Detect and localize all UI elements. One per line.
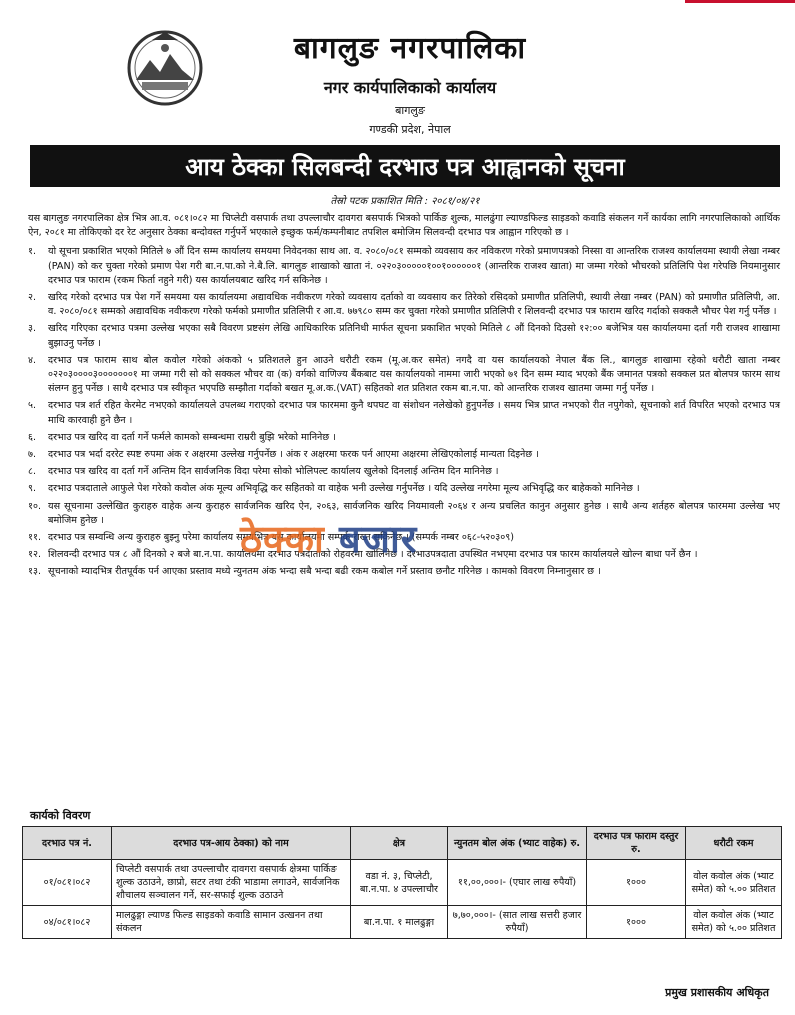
notice-point-number: १३.	[28, 566, 42, 578]
cell-form-fee: १०००	[587, 906, 686, 939]
notice-point-number: १०.	[28, 500, 42, 512]
cell-area: बा.न.पा. १ मालढुङ्गा	[351, 906, 448, 939]
notice-point-text: दरभाउ पत्र सम्वन्धि अन्य कुराहरु बुझ्नु परेमा कार्यालय समयभित्र यस कार्यालयमा सम्पर्क राख्न सकिनेछ । (सम्पर्क नम्बर ०६८-५२०३०९)	[48, 532, 514, 544]
publication-date: तेस्रो पटक प्रकाशित मिति : २०८१/०४/२१	[330, 196, 480, 207]
notice-point	[28, 565, 780, 579]
cell-form-fee: १०००	[587, 860, 686, 906]
watermark-logo	[240, 512, 417, 564]
notice-point-text: दरभाउ पत्र खरिद वा दर्ता गर्ने अन्तिम दिन सार्वजनिक विदा परेमा सोको भोलिपल्ट कार्यालय खुलेको दिनलाई अन्तिम दिन मानिनेछ ।	[48, 466, 499, 478]
address-city: बागलुङ	[395, 104, 425, 117]
notice-point	[28, 291, 780, 319]
watermark-part1: ठेक्का	[240, 517, 325, 561]
notice-point-number: ६.	[28, 431, 37, 443]
address-province: गण्डकी प्रदेश, नेपाल	[369, 123, 451, 136]
notice-point-text: सूचनाको म्यादभित्र रीतपूर्वक पर्न आएका प्रस्ताव मध्ये न्युनतम अंक भन्दा सबै भन्दा बढी रकम कबोल गर्ने प्रस्ताव छनौट गरिनेछ । कामको विवरण निम्नानुसार छ ।	[48, 566, 601, 578]
notice-point	[28, 354, 780, 397]
table-row	[23, 860, 782, 906]
work-details-title: कार्यको विवरण	[30, 809, 91, 822]
cell-deposit: वोल कवोल अंक (भ्याट समेत) को ५.०० प्रतिशत	[686, 906, 782, 939]
notice-title-banner	[30, 145, 780, 187]
cell-deposit: वोल कवोल अंक (भ्याट समेत) को ५.०० प्रतिशत	[686, 860, 782, 906]
office-name: नगर कार्यपालिकाको कार्यालय	[323, 78, 497, 97]
notice-point-text: खरिद गरेको दरभाउ पत्र पेश गर्ने समयमा यस कार्यालयमा अद्यावधिक नवीकरण गरेको व्यवसाय दर्ताको वा व्यवसाय कर तिरेको रसिदको प्रमाणीत प्रतिलिपी, स्थायी लेखा नम्बर (PAN) को प्रमाणीत प्रतिलिपी, आ. व. २०८०/०८१ सम्मको अद्यावधिक नवीकरण गरेको फर्मको प्रमाणीत प्रतिलिपी र आ.व. ७७९८० सम्म कर चुक्ता गरेको प्रमाणीत प्रतिलिपी र शिलवन्दी दरभाउ पत्र फाराम खरिद गर्दाको सक्कलै भौचर पेश गर्नु पर्नेछ ।	[48, 292, 780, 318]
notice-point-number: ३.	[28, 323, 37, 335]
notice-title: आय ठेक्का सिलबन्दी दरभाउ पत्र आह्वानको सूचना	[185, 152, 625, 181]
notice-point-number: ९.	[28, 483, 37, 495]
notice-point-number: १.	[28, 246, 37, 258]
notice-point-text: दरभाउ पत्रदाताले आफुले पेश गरेको कवोल अंक मूल्य अभिवृद्धि कर सहितको वा वाहेक भनी उल्लेख गर्नुपर्नेछ । यदि उल्लेख नगरेमा मूल्य अभिवृद्धि कर बाहेकको मानिनेछ ।	[48, 483, 640, 495]
col-header-number: दरभाउ पत्र नं.	[23, 827, 112, 860]
municipality-name: बागलुङ नगरपालिका	[293, 31, 527, 66]
notice-point-text: यस सूचनामा उल्लेखित कुराहरु वाहेक अन्य कुराहरु सार्वजनिक खरिद ऐन, २०६३, सार्वजनिक खरिद नियमावली २०६४ र अन्य प्रचलित कानुन अनुसार हुनेछ । साथै अन्य शर्तहरु बोलपत्र फारममा उल्लेख भए बमोजिम हुनेछ ।	[48, 500, 780, 526]
cell-min-bid: ११,००,०००।- (एघार लाख रुपैयाँ)	[448, 860, 587, 906]
notice-point	[28, 482, 780, 496]
table-header-row	[23, 827, 782, 860]
notice-point	[28, 431, 780, 445]
notice-point-number: ११.	[28, 532, 42, 544]
col-header-deposit: धरौटी रकम	[686, 827, 782, 860]
notice-point-text: यो सूचना प्रकाशित भएको मितिले ७ औं दिन सम्म कार्यालय समयमा निवेदनका साथ आ. व. २०८०/०८१ सम्मको व्यवसाय कर नविकरण गरेको प्रमाणपत्रको निस्सा वा आन्तरिक राजश्व कार्यालयमा स्थायी लेखा नम्बर (PAN) को कर चुक्ता गरेको प्रमाण पेश गरी बा.न.पा.को ने.बै.लि. बागलुङ शाखाको खाता नं. ०२२०३०००००१००१००००००१ (आन्तरिक राजश्व खाता) मा जम्मा गरेको भौचरको प्रतिलिपि पेश गरेपछि नियमानुसार दरभाउ पत्र फाराम (रकम फिर्ता नहुने गरी) यस कार्यालयबाट खरिद गर्न सकिनेछ ।	[48, 246, 780, 286]
col-header-area: क्षेत्र	[351, 827, 448, 860]
cell-area: वडा नं. ३, चिप्लेटी, बा.न.पा. ४ उपल्लाचौर	[351, 860, 448, 906]
col-header-form-fee: दरभाउ पत्र फाराम दस्तुर रु.	[587, 827, 686, 860]
government-emblem-icon	[122, 26, 208, 108]
cell-min-bid: ७,७०,०००।- (सात लाख सत्तरी हजार रुपैयाँ)	[448, 906, 587, 939]
notice-point-text: दरभाउ पत्र भर्दा दररेट स्पष्ट रुपमा अंक र अक्षरमा उल्लेख गर्नुपर्नेछ । अंक र अक्षरमा फरक पर्न आएमा अक्षरमा लेखिएकोलाई मान्यता दिइनेछ ।	[48, 449, 539, 461]
notice-point	[28, 322, 780, 350]
cell-number: ०१/०८१।०८२	[23, 860, 112, 906]
col-header-min-bid: न्युनतम बोल अंक (भ्याट वाहेक) रु.	[448, 827, 587, 860]
signatory-title: प्रमुख प्रशासकीय अधिकृत	[665, 986, 769, 999]
notice-point-text: शिलवन्दी दरभाउ पत्र ८ औं दिनको २ बजे बा.न.पा. कार्यालयमा दरभाउ पत्रदाताको रोहवरमा खोलिनेछ । दरभाउपत्रदाता उपस्थित नभएमा दरभाउ पत्र फारम कार्यालयले खोल्न बाधा पर्ने छैन ।	[48, 549, 698, 561]
watermark-part2: बजार	[324, 517, 418, 561]
notice-point-number: ८.	[28, 466, 37, 478]
notice-point-text: खरिद गरिएका दरभाउ पत्रमा उल्लेख भएका सबै विवरण प्रष्टसंग लेखि आधिकारिक प्रतिनिधी मार्फत सूचना प्रकाशित भएको मितिले ८ औं दिनको दिउसो १२:०० बजेभित्र यस कार्यालयमा दर्ता गरी राजश्व शाखामा बुझाउनु पर्नेछ ।	[48, 323, 780, 349]
cell-name: मालढुङ्गा ल्याण्ड फिल्ड साइडको कवाडि सामान उत्खनन तथा संकलन	[112, 906, 351, 939]
table-row	[23, 906, 782, 939]
notice-point	[28, 245, 780, 288]
top-red-line	[685, 0, 795, 3]
cell-number: ०४/०८१।०८२	[23, 906, 112, 939]
notice-point-number: २.	[28, 292, 37, 304]
notice-point-number: ४.	[28, 354, 37, 366]
work-details-table	[22, 826, 782, 939]
notice-point	[28, 448, 780, 462]
notice-point-number: ७.	[28, 449, 37, 461]
notice-point-text: दरभाउ पत्र शर्त रहित केरमेट नभएको कार्यालयले उपलब्ध गराएको दरभाउ पत्र फारममा कुनै थपघट वा संशोधन नलेखेको हुनुपर्नेछ । समय भित्र प्राप्त नभएको रीत नपुगेको, सूचनाको शर्त विपरित भएको दरभाउ पत्र माथि कारवाही हुने छैन ।	[48, 400, 780, 426]
notice-point	[28, 465, 780, 479]
notice-point-text: दरभाउ पत्र फाराम साथ बोल कवोल गरेको अंकको ५ प्रतिशतले हुन आउने धरौटी रकम (मू.अ.कर समेत) नगदै वा यस कार्यालयको नेपाल बैंक लि., बागलुङ शाखामा रहेको धरौटी खाता नम्बर ०२२०३००००३०००००००१ मा जम्मा गरी सो को सक्कल भौचर वा (क) वर्गको वाणिज्य बैंकबाट यस कार्यालयको नाममा जारी भएको ७१ दिन सम्म म्याद भएको बैंक जमानत पत्रको सक्कल प्रत बोलपत्र फारम साथ संलग्न हुनु पर्नेछ । साथै दरभाउ पत्र स्वीकृत भएपछि सम्झौता गर्दाको बखत मू.अ.क.(VAT) सहितको शत प्रतिशत रकम बा.न.पा. को आन्तरिक राजश्व खातमा जम्मा गर्नु पर्नेछ ।	[48, 354, 780, 395]
cell-name: चिप्लेटी वसपार्क तथा उपल्लाचौर दावगरा वसपार्क क्षेत्रमा पार्किङ शुल्क उठाउने, छाप्रो, सटर तथा टंकी भाडामा लगाउने, सार्वजनिक शौचालय सञ्चालन गर्ने, सर-सफाई शुल्क उठाउने	[112, 860, 351, 906]
notice-intro: यस बागलुङ नगरपालिका क्षेत्र भित्र आ.व. ०८१।०८२ मा चिप्लेटी वसपार्क तथा उपल्लाचौर दावगरा बसपार्क भित्रको पार्किङ शुल्क, मालढुंगा ल्याण्डफिल्ड साइडको कवाडि संकलन गर्ने कार्यका लागि नगरपालिकाको आर्थिक ऐन, २०८१ मा तोकिएको दर रेट अनुसार ठेक्का बन्दोवस्त गर्नुपर्ने भएकाले इच्छुक फर्म/कम्पनीबाट तपशिल बमोजिम सिलवन्दी दरभाउ पत्र आह्वान गरिएको छ ।	[28, 213, 780, 239]
col-header-name: दरभाउ पत्र-आय ठेक्का) को नाम	[112, 827, 351, 860]
notice-point-text: दरभाउ पत्र खरिद वा दर्ता गर्ने फर्मले कामको सम्बन्धमा राम्ररी बुझि भरेको मानिनेछ ।	[48, 431, 336, 443]
notice-point-number: ५.	[28, 400, 37, 412]
notice-point-number: १२.	[28, 549, 42, 561]
notice-point	[28, 399, 780, 427]
